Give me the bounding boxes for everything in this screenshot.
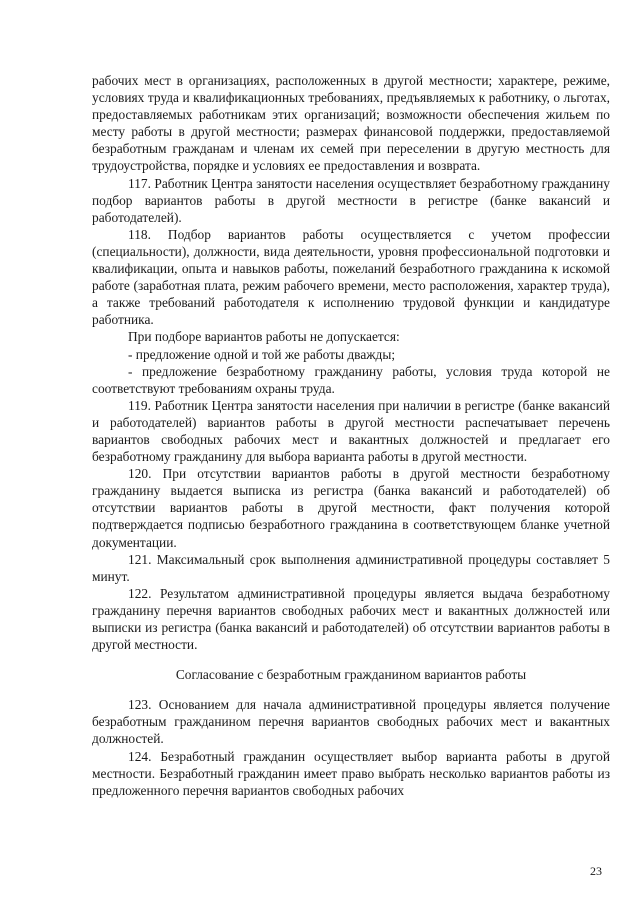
paragraph-117: 117. Работник Центра занятости населения осуществляет безработному гражданину подбор вариантов работы в другой местности в регистре (банке вакансий и работодателей). xyxy=(92,175,610,225)
section-heading: Согласование с безработным гражданином вариантов работы xyxy=(175,667,527,683)
document-page xyxy=(92,72,610,799)
paragraph-122: 122. Результатом административной процедуры является выдача безработному гражданину перечня вариантов свободных рабочих мест и вакантных должностей или выписки из регистра (банка вакансий и работодателей) об отсутствии вариантов работы в другой местности. xyxy=(92,585,610,653)
paragraph-restrictions-intro: При подборе вариантов работы не допускается: xyxy=(128,329,400,345)
paragraph-120: 120. При отсутствии вариантов работы в другой местности безработному гражданину выдается выписка из регистра (банка вакансий и работодателей) об отсутствии вариантов работы в другой местности, факт получения которой подтверждается подписью безработного гражданина в соответствующем бланке учетной документации. xyxy=(92,466,610,550)
paragraph-123: 123. Основанием для начала административной процедуры является получение безработным гражданином перечня вариантов свободных рабочих мест и вакантных должностей. xyxy=(92,697,610,747)
paragraph-121: 121. Максимальный срок выполнения административной процедуры составляет 5 минут. xyxy=(92,551,610,584)
paragraph-restriction-2: - предложение безработному гражданину работы, условия труда которой не соответствуют требованиям охраны труда. xyxy=(92,363,610,396)
paragraph-restriction-1: - предложение одной и той же работы дважды; xyxy=(128,346,396,362)
paragraph-continuation: рабочих мест в организациях, расположенных в другой местности; характере, режиме, условиях труда и квалификационных требованиях, предъявляемых к работнику, о льготах, предоставляемых работникам этих организаций; возможности обеспечения жильем по месту работы в другой местности; размерах финансовой поддержки, предоставляемой безработным гражданам и членам их семей при переселении в другую местность для трудоустройства, порядке и условиях ее предоставления и возврата. xyxy=(92,73,610,174)
page-number: 23 xyxy=(590,864,602,878)
paragraph-119: 119. Работник Центра занятости населения при наличии в регистре (банке вакансий и работодателей) вариантов работы в другой местности распечатывает перечень вариантов свободных рабочих мест и вакантных должностей и предлагает его безработному гражданину для выбора варианта работы в другой местности. xyxy=(92,397,610,465)
paragraph-118: 118. Подбор вариантов работы осуществляется с учетом профессии (специальности), должности, вида деятельности, уровня профессиональной подготовки и квалификации, опыта и навыков работы, пожеланий безработного гражданина к искомой работе (заработная плата, режим рабочего времени, место расположения, характер труда), а также требований работодателя к исполнению трудовой функции и кандидатуре работника. xyxy=(92,226,610,328)
paragraph-124: 124. Безработный гражданин осуществляет выбор варианта работы в другой местности. Безработный гражданин имеет право выбрать несколько вариантов работы из предложенного перечня вариантов свободных рабочих xyxy=(92,748,610,798)
